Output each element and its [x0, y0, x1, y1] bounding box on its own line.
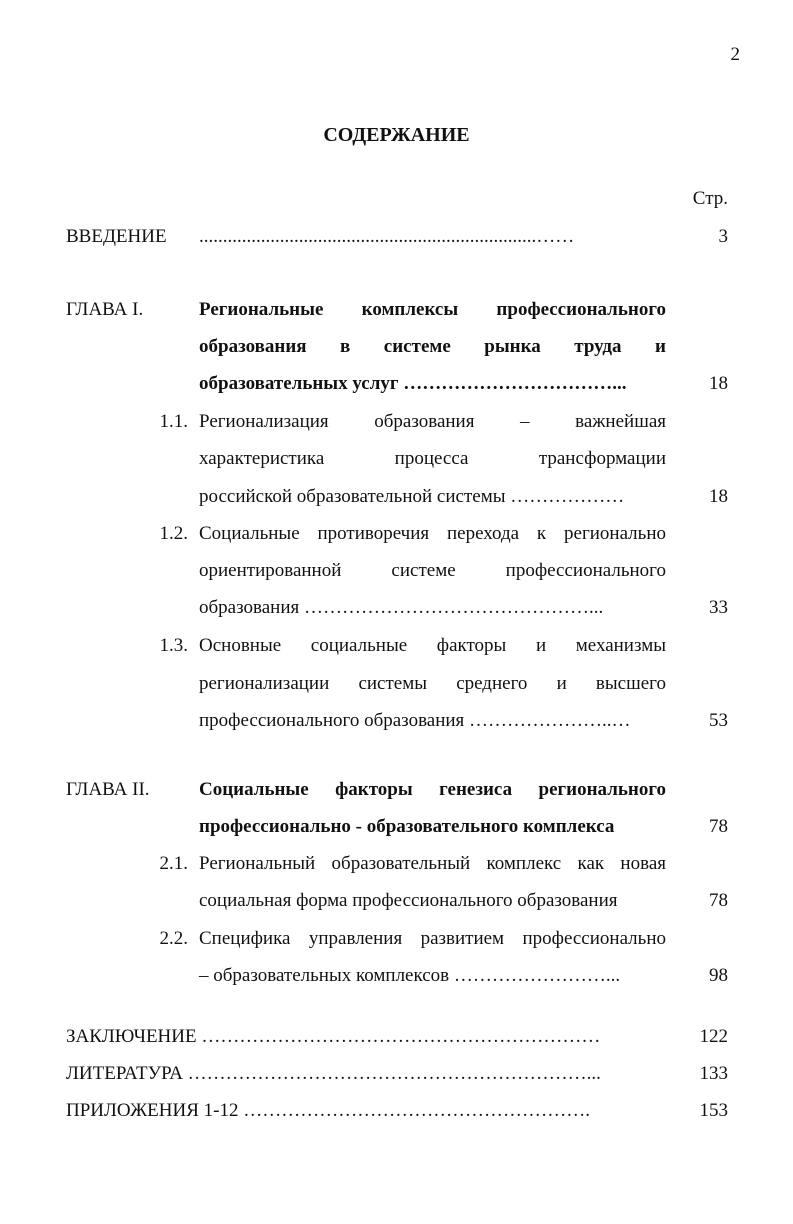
section-line: Основные социальные факторы и механизмы [199, 635, 666, 656]
page-column-header: Стр. [692, 188, 728, 209]
conclusion-entry: ЗАКЛЮЧЕНИЕ ……………………………………………………… [66, 1026, 601, 1047]
section-page: 33 [709, 597, 728, 618]
intro-dots: .......................................................................…… [199, 226, 575, 247]
section-line: социальная форма профессионального образования [199, 890, 618, 911]
section-line: Социальные противоречия перехода к регионально [199, 523, 666, 544]
section-line: профессионального образования …………………..… [199, 710, 631, 731]
chapter-2-title-line: Социальные факторы генезиса регионального [199, 779, 666, 800]
section-line: образования ………………………………………... [199, 597, 604, 618]
section-line: характеристика процесса трансформации [199, 448, 666, 469]
section-line: ориентированной системе профессионального [199, 560, 666, 581]
section-line: Специфика управления развитием профессионально [199, 928, 666, 949]
section-page: 18 [709, 486, 728, 507]
section-number: 2.2. [159, 928, 188, 949]
page-number: 2 [730, 44, 740, 65]
section-number: 2.1. [159, 853, 188, 874]
chapter-1-title-line: образовательных услуг ……………………………... [199, 373, 627, 394]
chapter-1-title-line: Региональные комплексы профессионального [199, 299, 666, 320]
section-line: Регионализация образования – важнейшая [199, 411, 666, 432]
literature-page: 133 [699, 1063, 728, 1084]
intro-page: 3 [718, 226, 728, 247]
conclusion-page: 122 [699, 1026, 728, 1047]
section-number: 1.2. [159, 523, 188, 544]
chapter-1-label: ГЛАВА I. [66, 299, 144, 320]
section-line: российской образовательной системы ……………… [199, 486, 625, 507]
section-number: 1.3. [159, 635, 188, 656]
chapter-2-title-line: профессионально - образовательного комплекса [199, 816, 615, 837]
section-line: – образовательных комплексов ……………………... [199, 965, 621, 986]
appendices-entry: ПРИЛОЖЕНИЯ 1-12 ………………………………………………. [66, 1100, 590, 1121]
appendices-page: 153 [699, 1100, 728, 1121]
intro-label: ВВЕДЕНИЕ [66, 226, 167, 247]
chapter-1-title-line: образования в системе рынка труда и [199, 336, 666, 357]
section-page: 53 [709, 710, 728, 731]
section-number: 1.1. [159, 411, 188, 432]
section-page: 78 [709, 890, 728, 911]
section-line: Региональный образовательный комплекс как новая [199, 853, 666, 874]
chapter-2-label: ГЛАВА II. [66, 779, 150, 800]
literature-entry: ЛИТЕРАТУРА ………………………………………………………... [66, 1063, 601, 1084]
chapter-1-page: 18 [709, 373, 728, 394]
chapter-2-page: 78 [709, 816, 728, 837]
section-page: 98 [709, 965, 728, 986]
section-line: регионализации системы среднего и высшего [199, 673, 666, 694]
page-title: СОДЕРЖАНИЕ [323, 124, 470, 146]
